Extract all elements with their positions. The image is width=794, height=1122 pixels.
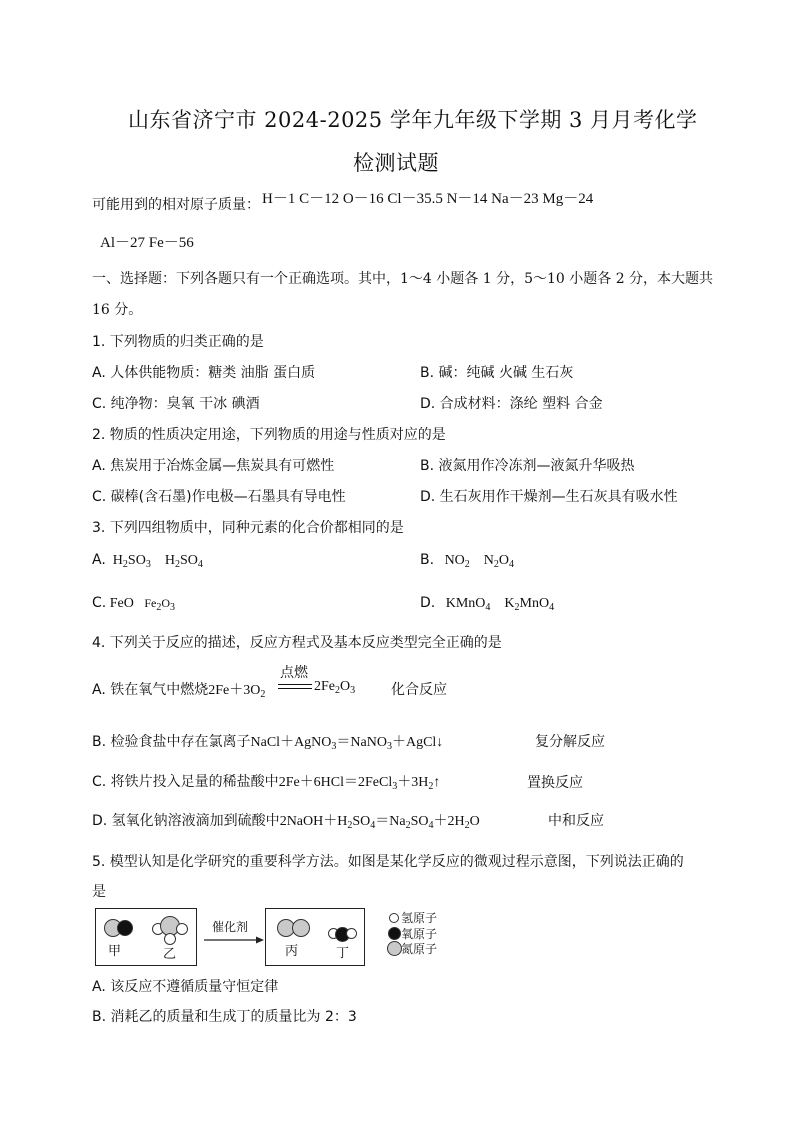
- label-jia: 甲: [108, 944, 122, 959]
- title-line-1: 山东省济宁市 2024-2025 学年九年级下学期 3 月月考化学: [128, 108, 698, 132]
- legend-oxygen-label: 氧原子: [401, 927, 438, 941]
- hydrogen-atom-icon: [346, 928, 357, 939]
- q2-option-a: A. 焦炭用于冶炼金属—焦炭具有可燃性: [92, 458, 335, 474]
- q2-option-d: D. 生石灰用作干燥剂—生石灰具有吸水性: [420, 489, 678, 505]
- q4-c-type: 置换反应: [527, 775, 583, 791]
- q4-stem: 4. 下列关于反应的描述，反应方程式及基本反应类型完全正确的是: [92, 635, 502, 651]
- q2-option-c: C. 碳棒(含石墨)作电极—石墨具有导电性: [92, 489, 346, 505]
- legend-nitrogen-icon: [387, 941, 402, 956]
- q4-a-equals-bar: [278, 684, 312, 689]
- q5-option-a: A. 该反应不遵循质量守恒定律: [92, 979, 279, 995]
- q4-a-condition: 点燃: [280, 665, 308, 681]
- q4-b-type: 复分解反应: [535, 734, 605, 750]
- q4-option-d: D. 氢氧化钠溶液滴加到硫酸中$2NaOH+H_2SO_4=Na_2SO_4+2H_2O$: [92, 813, 480, 831]
- legend-hydrogen-icon: [389, 913, 399, 923]
- oxygen-atom-icon: [117, 920, 133, 936]
- q3-option-c: C. FeO $Fe_2O_3$: [92, 595, 176, 613]
- q2-stem: 2. 物质的性质决定用途，下列物质的用途与性质对应的是: [92, 427, 446, 443]
- atomic-mass-label: 可能用到的相对原子质量：: [92, 197, 260, 213]
- q1-option-b: B. 碱：纯碱 火碱 生石灰: [420, 365, 574, 381]
- atomic-mass-line-1: H－1 C－12 O－16 Cl－35.5 N－14 Na－23 Mg－24: [262, 191, 594, 207]
- label-yi: 乙: [163, 947, 177, 962]
- q1-option-d: D. 合成材料：涤纶 塑料 合金: [420, 396, 603, 412]
- q2-option-b: B. 液氮用作冷冻剂—液氮升华吸热: [420, 458, 635, 474]
- section-1-instructions-line-2: 16 分。: [92, 302, 143, 318]
- reaction-arrow-icon: [203, 935, 265, 945]
- q4-option-b: B. 检验食盐中存在氯离子NaCl＋AgNO$_3$＝NaNO$_3$＋AgCl↓: [92, 734, 444, 752]
- nitrogen-atom-icon: [292, 919, 310, 937]
- q1-option-a: A. 人体供能物质：糖类 油脂 蛋白质: [92, 365, 316, 381]
- label-bing: 丙: [285, 944, 299, 959]
- hydrogen-atom-icon: [176, 923, 188, 935]
- q3-option-d: D. KMnO$_4$ $K_2MnO_4$: [420, 595, 555, 613]
- legend-nitrogen-label: 氮原子: [401, 942, 438, 956]
- q4-a-type: 化合反应: [391, 682, 447, 698]
- q3-stem: 3. 下列四组物质中，同种元素的化合价都相同的是: [92, 520, 404, 536]
- label-ding: 丁: [336, 946, 350, 961]
- q1-option-c: C. 纯净物：臭氧 干冰 碘酒: [92, 396, 260, 412]
- q5-stem-line-1: 5. 模型认知是化学研究的重要科学方法。如图是某化学反应的微观过程示意图，下列说法正确的: [92, 854, 684, 870]
- q4-option-a: A. 铁在氧气中燃烧$2Fe+3O_2$: [92, 682, 266, 700]
- legend-hydrogen-label: 氢原子: [401, 911, 438, 925]
- q3-option-b: B. $NO_2$ $N_2O_4$: [420, 552, 515, 570]
- atomic-mass-line-2: Al－27 Fe－56: [100, 235, 194, 251]
- q5-stem-line-2: 是: [92, 884, 106, 900]
- q4-a-product: $2Fe_2O_3$: [314, 679, 356, 696]
- q1-stem: 1. 下列物质的归类正确的是: [92, 334, 264, 350]
- legend-oxygen-icon: [388, 927, 401, 940]
- title-line-2: 检测试题: [353, 151, 439, 175]
- section-1-instructions-line-1: 一、选择题：下列各题只有一个正确选项。其中，1～4 小题各 1 分，5～10 小题各 2 分，本大题共: [92, 271, 714, 287]
- catalyst-label: 催化剂: [212, 920, 249, 934]
- q4-d-type: 中和反应: [548, 813, 604, 829]
- q5-option-b: B. 消耗乙的质量和生成丁的质量比为 2：3: [92, 1009, 357, 1025]
- q4-option-c: C. 将铁片投入足量的稀盐酸中$2Fe+6HCl=2FeCl_3+3H_2↑$: [92, 774, 441, 792]
- q3-option-a: A. $H_2SO_3$ $H_2SO_4$: [92, 552, 203, 570]
